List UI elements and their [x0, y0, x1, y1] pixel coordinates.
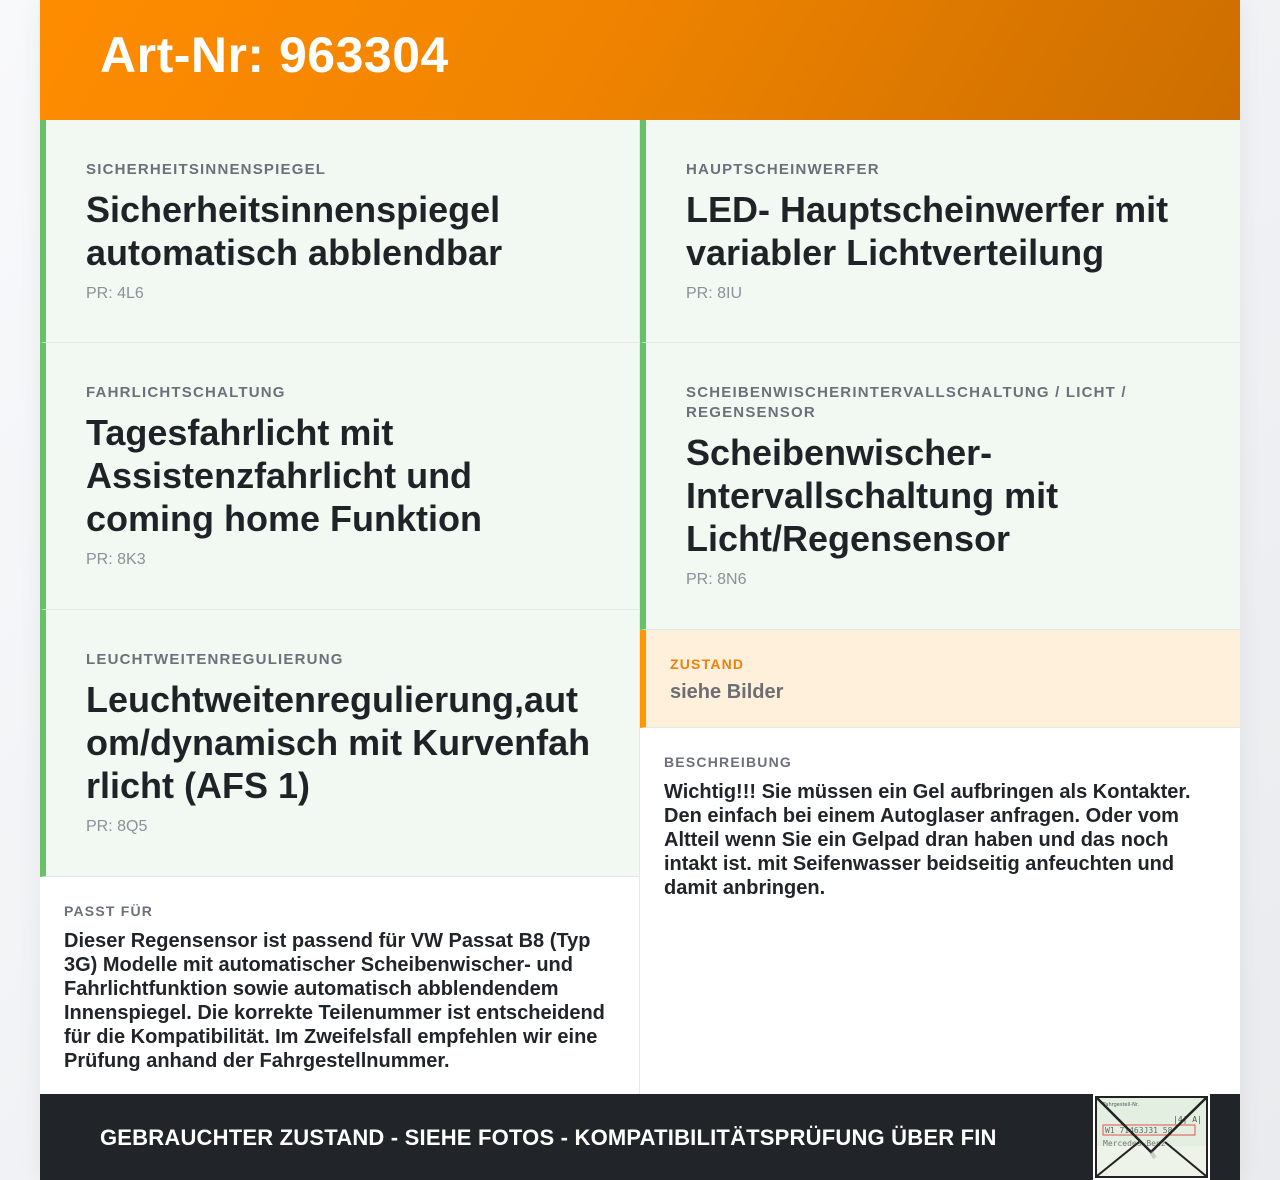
beschreibung-text: Wichtig!!! Sie müssen ein Gel aufbringen als Kontakter. Den einfach bei einem Autoglaser anfragen. Oder vom Altteil wenn Sie ein Gelpad dran haben und das noch intakt ist. mit Seifenwasser beidseitig anfeuchten und damit anbringen.	[664, 781, 1191, 899]
zustand-label: ZUSTAND	[670, 656, 745, 672]
zustand-value: siehe Bilder	[670, 681, 784, 703]
article-number-title: Art-Nr: 963304	[100, 27, 449, 83]
product-sheet	[40, 0, 1240, 1180]
envelope-vin-icon[interactable]	[1093, 1094, 1210, 1180]
right-column	[640, 120, 1240, 1094]
beschreibung-section	[640, 728, 1240, 900]
feature-pr-code: PR: 8K3	[86, 551, 146, 568]
feature-title: Sicherheitsinnenspiegel automatisch abblendbar	[86, 189, 503, 273]
svg-text:Fahrgestell-Nr.: Fahrgestell-Nr.	[1103, 1102, 1140, 1108]
feature-title: Tagesfahrlicht mit Assistenzfahrlicht und coming home Funktion	[86, 412, 482, 539]
feature-title: LED- Hauptscheinwerfer mit variabler Lichtverteilung	[686, 189, 1169, 273]
feature-pr-code: PR: 8IU	[686, 285, 743, 302]
feature-category: FAHRLICHTSCHALTUNG	[86, 384, 286, 401]
feature-card-sicherheitsinnenspiegel	[40, 120, 639, 343]
footer-notice: GEBRAUCHTER ZUSTAND - SIEHE FOTOS - KOMPATIBILITÄTSPRÜFUNG ÜBER FIN	[100, 1125, 997, 1150]
svg-text:W1 71463J31 58: W1 71463J31 58	[1105, 1126, 1173, 1135]
feature-category: SCHEIBENWISCHERINTERVALLSCHALTUNG / LICHT / REGENSENSOR	[686, 384, 1127, 421]
feature-title: Leuchtweitenregulierung,autom/dynamisch mit Kurvenfahrlicht (AFS 1)	[86, 679, 591, 806]
passt-fuer-label: PASST FÜR	[64, 903, 154, 919]
feature-pr-code: PR: 8N6	[686, 571, 747, 588]
passt-fuer-text: Dieser Regensensor ist passend für VW Passat B8 (Typ 3G) Modelle mit automatischer Scheibenwischer- und Fahrlichtfunktion sowie automatisch abblendendem Innenspiegel. Die korrekte Teilenummer ist entscheidend für die Kompatibilität. Im Zweifelsfall empfehlen wir eine Prüfung anhand der Fahrgestellnummer.	[64, 930, 605, 1072]
feature-title: Scheibenwischer-Intervallschaltung mit Licht/Regensensor	[686, 432, 1059, 559]
header-bar	[40, 0, 1240, 120]
passt-fuer-section	[40, 877, 639, 1073]
feature-category: LEUCHTWEITENREGULIERUNG	[86, 651, 344, 668]
svg-text:Mercedes-Benz: Mercedes-Benz	[1103, 1139, 1166, 1148]
feature-category: SICHERHEITSINNENSPIEGEL	[86, 161, 327, 178]
content-grid	[40, 120, 1240, 1094]
feature-category: HAUPTSCHEINWERFER	[686, 161, 880, 178]
left-column	[40, 120, 640, 1094]
zustand-card	[640, 630, 1240, 728]
footer-bar	[40, 1094, 1240, 1180]
feature-card-scheibenwischer	[640, 343, 1240, 630]
feature-card-leuchtweitenregulierung	[40, 610, 639, 877]
beschreibung-label: BESCHREIBUNG	[664, 754, 792, 770]
feature-card-hauptscheinwerfer	[640, 120, 1240, 343]
feature-pr-code: PR: 8Q5	[86, 818, 148, 835]
feature-card-fahrlichtschaltung	[40, 343, 639, 610]
feature-pr-code: PR: 4L6	[86, 285, 144, 302]
svg-text:|4| A|: |4| A|	[1173, 1115, 1202, 1124]
